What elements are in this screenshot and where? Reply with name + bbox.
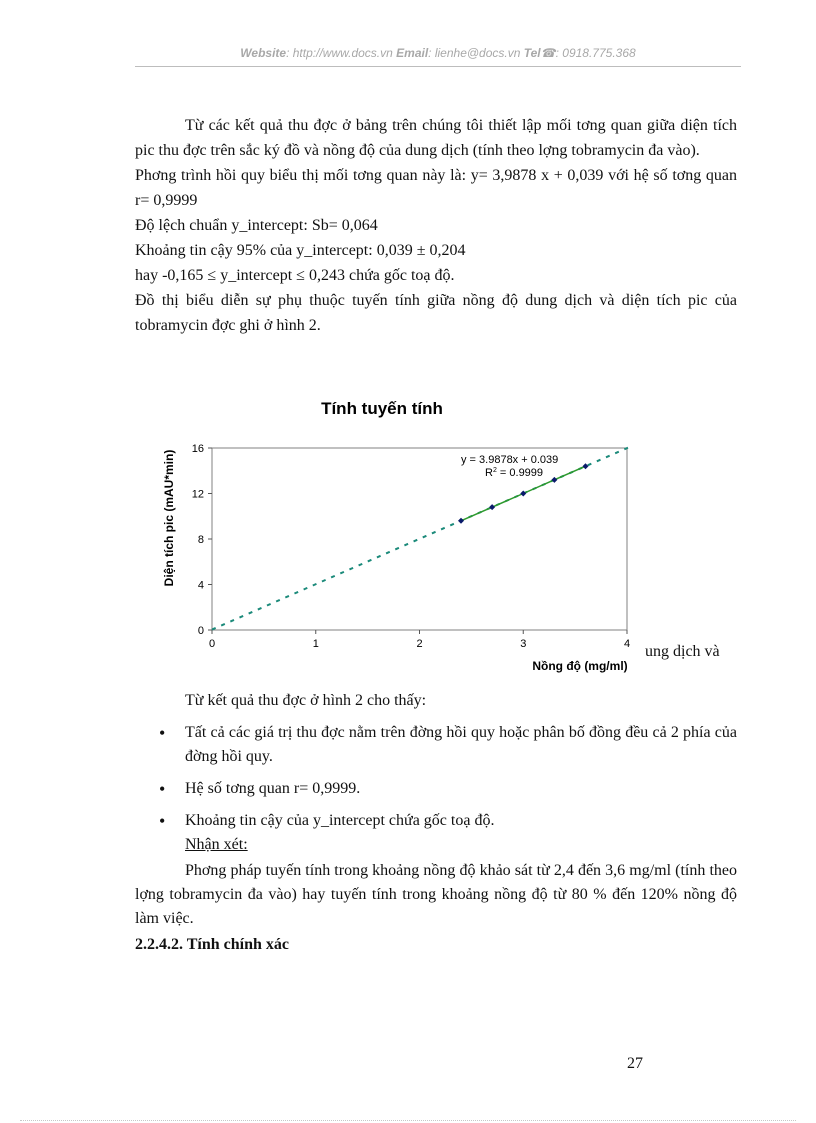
y-axis-label: Diện tích pic (mAU*min) (162, 449, 176, 587)
data-point (583, 463, 589, 469)
bullet-text: Hệ số tơng quan r= 0,9999. (185, 780, 361, 797)
paragraph-intro: Từ các kết quả thu đợc ở bảng trên chúng tôi thiết lập mối tơng quan giữa diện tích pic thu đợc trên sắc ký đồ và nồng độ của dung dịch (tính theo lợng tobramycin đa vào). (135, 117, 737, 159)
linearity-chart (145, 388, 665, 678)
y-tick-label: 0 (197, 625, 204, 637)
y-tick-label: 12 (191, 488, 204, 501)
chart-title: Tính tuyến tính (321, 399, 443, 418)
website-label: Website (240, 46, 287, 60)
x-tick-label: 4 (623, 638, 631, 650)
r2-value: = 0.9999 (496, 467, 544, 479)
tel-value: ☎: 0918.775.368 (540, 46, 636, 60)
y-tick-label: 8 (197, 534, 204, 546)
equation-label: y = 3.9878x + 0.039 (461, 454, 559, 466)
bullet-icon: • (159, 723, 166, 743)
paragraph-std-dev: Độ lệch chuẩn y_intercept: Sb= 0,064 (135, 217, 378, 234)
website-value[interactable]: : http://www.docs.vn (286, 46, 393, 60)
y-tick-label: 4 (197, 579, 204, 592)
document-body (135, 113, 737, 338)
section-heading: 2.2.4.2. Tính chính xác (135, 936, 289, 953)
footer-divider (20, 1120, 796, 1121)
bullet-icon: • (159, 811, 166, 831)
x-tick-label: 3 (520, 638, 527, 650)
paragraph-range: hay -0,165 ≤ y_intercept ≤ 0,243 chứa gốc toạ độ. (135, 267, 455, 284)
page-header (135, 46, 741, 66)
x-tick-label: 0 (208, 638, 216, 650)
r2-letter: R (485, 467, 493, 479)
r2-sup: 2 (492, 467, 497, 474)
data-point (489, 504, 495, 510)
x-axis-label: Nồng độ (mg/ml) (532, 659, 628, 673)
document-body-continued (135, 689, 737, 957)
header-divider (135, 66, 741, 67)
r-squared-label (485, 467, 543, 479)
remark-label: Nhận xét: (185, 836, 248, 853)
data-point (551, 477, 557, 483)
paragraph-figure-ref: Đồ thị biểu diễn sự phụ thuộc tuyến tính giữa nồng độ dung dịch và diện tích pic của tobramycin đợc ghi ở hình 2. (135, 292, 737, 334)
chart-svg (145, 388, 665, 678)
paragraph-confidence: Khoảng tin cậy 95% của y_intercept: 0,039 ± 0,204 (135, 242, 466, 259)
bullet-text: Tất cả các giá trị thu đợc nằm trên đờng hồi quy hoặc phân bố đồng đều cả 2 phía của đờng hồi quy. (185, 724, 737, 765)
page-number: 27 (627, 1055, 643, 1072)
paragraph-regression: Phơng trình hồi quy biểu thị mối tơng quan này là: y= 3,9878 x + 0,039 với hệ số tơng quan r= 0,9999 (135, 167, 737, 209)
bullet-item (135, 777, 737, 801)
tel-label: Tel (523, 46, 541, 60)
x-tick-label: 1 (312, 638, 319, 650)
remark-text: Phơng pháp tuyến tính trong khoảng nồng độ khảo sát từ 2,4 đến 3,6 mg/ml (tính theo lợng tobramycin đa vào) hay tuyến tính trong khoảng nồng độ từ 80 % đến 120% nồng độ làm việc. (135, 862, 737, 927)
data-point (520, 491, 526, 497)
bullet-text: Khoảng tin cậy của y_intercept chứa gốc toạ độ. (185, 812, 495, 829)
x-tick-label: 2 (416, 638, 423, 650)
data-point (458, 518, 464, 524)
bullet-item (135, 809, 737, 833)
bullet-item (135, 721, 737, 769)
paragraph-findings: Từ kết quả thu đợc ở hình 2 cho thấy: (185, 692, 427, 709)
email-value[interactable]: : lienhe@docs.vn (428, 46, 521, 60)
overlapped-caption-text: ung dịch và (645, 643, 720, 660)
email-label: Email (396, 46, 429, 60)
y-tick-label: 16 (191, 443, 204, 455)
bullet-icon: • (159, 779, 166, 799)
